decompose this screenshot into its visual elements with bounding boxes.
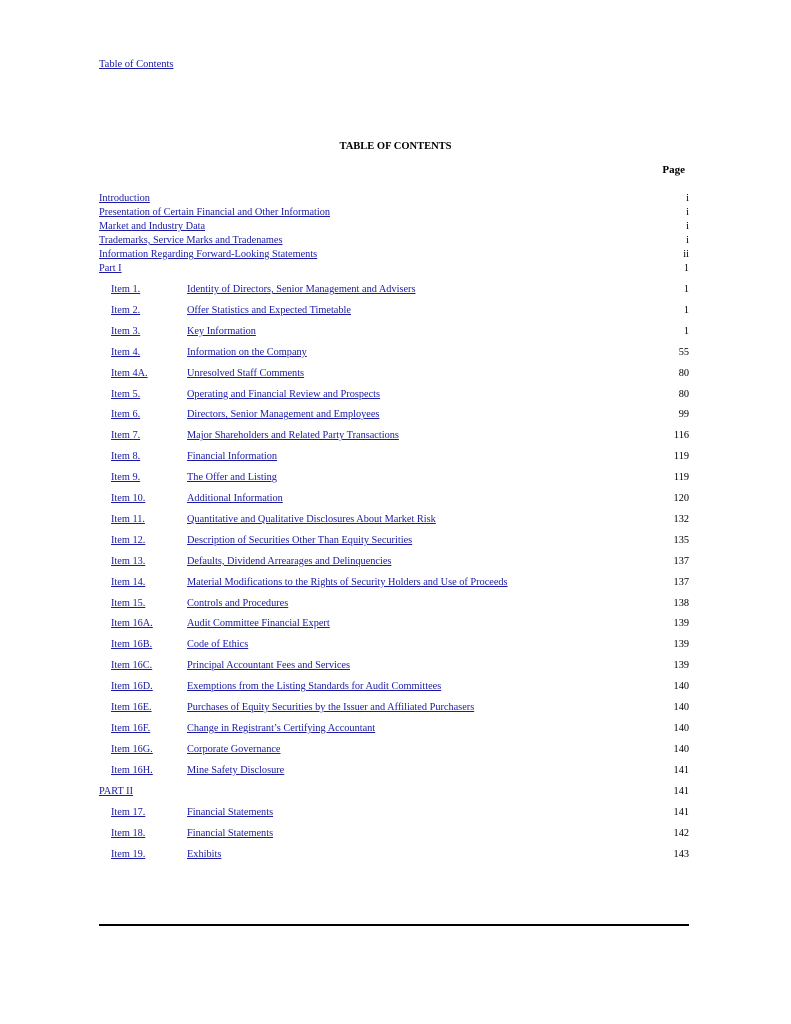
toc-part-ii-link[interactable]: PART II bbox=[99, 786, 134, 797]
toc-item-title-link[interactable]: Financial Information bbox=[187, 451, 278, 463]
toc-item-title-link[interactable]: Major Shareholders and Related Party Transactions bbox=[187, 430, 399, 442]
toc-page-number: 140 bbox=[673, 702, 689, 713]
page-column-header: Page bbox=[662, 164, 685, 176]
toc-item-title-link[interactable]: The Offer and Listing bbox=[187, 472, 277, 484]
toc-page-number: 119 bbox=[673, 451, 689, 463]
toc-entry-link[interactable]: Market and Industry Data bbox=[99, 221, 206, 232]
toc-page-number: 138 bbox=[673, 597, 689, 609]
toc-entry-link[interactable]: Introduction bbox=[99, 193, 150, 204]
toc-item-title-link[interactable]: Unresolved Staff Comments bbox=[187, 367, 305, 379]
toc-item-number-link[interactable]: Item 5. bbox=[111, 388, 141, 400]
toc-item-number-link[interactable]: Item 2. bbox=[111, 304, 141, 316]
toc-page-number: 141 bbox=[673, 807, 689, 818]
toc-item-number-link[interactable]: Item 16E. bbox=[111, 702, 152, 713]
toc-item-title-link[interactable]: Additional Information bbox=[187, 493, 283, 504]
toc-page-number: i bbox=[686, 207, 689, 218]
toc-page-number: 119 bbox=[673, 472, 689, 484]
toc-page-number: i bbox=[686, 221, 689, 232]
toc-item-number-link[interactable]: Item 12. bbox=[111, 534, 146, 546]
toc-item-title-link[interactable]: Key Information bbox=[187, 325, 256, 337]
page-title: TABLE OF CONTENTS bbox=[339, 141, 452, 152]
toc-item-number-link[interactable]: Item 16C. bbox=[111, 660, 153, 672]
toc-item-title-link[interactable]: Principal Accountant Fees and Services bbox=[187, 660, 350, 672]
toc-item-title-link[interactable]: Operating and Financial Review and Prospects bbox=[187, 388, 381, 400]
toc-item-title-link[interactable]: Corporate Governance bbox=[187, 743, 281, 755]
toc-page-number: 132 bbox=[673, 513, 689, 525]
toc-item-title-link[interactable]: Directors, Senior Management and Employees bbox=[187, 409, 380, 421]
toc-item-number-link[interactable]: Item 11. bbox=[111, 513, 145, 525]
toc-item-title-link[interactable]: Mine Safety Disclosure bbox=[187, 764, 285, 776]
toc-item-title-link[interactable]: Purchases of Equity Securities by the Issuer and Affiliated Purchasers bbox=[187, 702, 475, 713]
toc-item-title-link[interactable]: Defaults, Dividend Arrearages and Delinquencies bbox=[187, 555, 392, 567]
toc-page-number: 137 bbox=[673, 576, 689, 588]
toc-page-number: 55 bbox=[678, 346, 689, 358]
toc-item-title-link[interactable]: Material Modifications to the Rights of Security Holders and Use of Proceeds bbox=[187, 576, 508, 588]
toc-item-number-link[interactable]: Item 7. bbox=[111, 430, 141, 442]
toc-entry-link[interactable]: Trademarks, Service Marks and Tradenames bbox=[99, 235, 283, 246]
toc-page-number: 141 bbox=[673, 764, 689, 776]
toc-item-number-link[interactable]: Item 4. bbox=[111, 346, 141, 358]
toc-page-number: 1 bbox=[683, 263, 689, 274]
toc-item-number-link[interactable]: Item 1. bbox=[111, 284, 141, 295]
toc-page-number: 139 bbox=[673, 618, 689, 630]
toc-page-number: 80 bbox=[678, 388, 689, 400]
toc-item-number-link[interactable]: Item 14. bbox=[111, 576, 146, 588]
toc-item-title-link[interactable]: Identity of Directors, Senior Management and Advisers bbox=[187, 284, 416, 295]
toc-page-number: 80 bbox=[678, 367, 689, 379]
toc-item-title-link[interactable]: Offer Statistics and Expected Timetable bbox=[187, 304, 351, 316]
toc-page-number: 140 bbox=[673, 722, 689, 734]
toc-item-number-link[interactable]: Item 4A. bbox=[111, 367, 148, 379]
toc-item-number-link[interactable]: Item 8. bbox=[111, 451, 141, 463]
toc-item-title-link[interactable]: Information on the Company bbox=[187, 346, 307, 358]
toc-page-number: 1 bbox=[683, 284, 689, 295]
toc-item-title-link[interactable]: Financial Statements bbox=[187, 807, 274, 818]
toc-item-title-link[interactable]: Financial Statements bbox=[187, 827, 274, 839]
toc-item-number-link[interactable]: Item 15. bbox=[111, 597, 146, 609]
toc-item-number-link[interactable]: Item 16G. bbox=[111, 743, 153, 755]
toc-item-number-link[interactable]: Item 16D. bbox=[111, 681, 153, 693]
bottom-divider bbox=[99, 924, 689, 926]
toc-item-title-link[interactable]: Quantitative and Qualitative Disclosures About Market Risk bbox=[187, 513, 436, 525]
toc-page-number: i bbox=[686, 193, 689, 204]
toc-page-number: ii bbox=[683, 249, 689, 260]
toc-item-title-link[interactable]: Audit Committee Financial Expert bbox=[187, 618, 330, 630]
toc-item-number-link[interactable]: Item 10. bbox=[111, 493, 146, 504]
toc-entry-link[interactable]: Part I bbox=[99, 263, 122, 274]
toc-item-number-link[interactable]: Item 6. bbox=[111, 409, 141, 421]
toc-page-number: 99 bbox=[678, 409, 689, 421]
toc-item-title-link[interactable]: Description of Securities Other Than Equity Securities bbox=[187, 534, 413, 546]
toc-page-number: 140 bbox=[673, 743, 689, 755]
toc-item-number-link[interactable]: Item 16B. bbox=[111, 639, 153, 651]
toc-item-number-link[interactable]: Item 19. bbox=[111, 848, 146, 860]
toc-item-title-link[interactable]: Change in Registrant’s Certifying Accountant bbox=[187, 722, 376, 734]
toc-page-number: 1 bbox=[683, 325, 689, 337]
toc-item-number-link[interactable]: Item 9. bbox=[111, 472, 141, 484]
toc-item-title-link[interactable]: Exhibits bbox=[187, 848, 222, 860]
toc-item-number-link[interactable]: Item 3. bbox=[111, 325, 141, 337]
toc-item-title-link[interactable]: Exemptions from the Listing Standards for Audit Committees bbox=[187, 681, 442, 693]
toc-page-number: 135 bbox=[673, 534, 689, 546]
toc-item-number-link[interactable]: Item 13. bbox=[111, 555, 146, 567]
toc-item-title-link[interactable]: Controls and Procedures bbox=[187, 597, 289, 609]
toc-page-number: i bbox=[686, 235, 689, 246]
toc-page-number: 1 bbox=[683, 304, 689, 316]
toc-entry-link[interactable]: Presentation of Certain Financial and Other Information bbox=[99, 207, 331, 218]
toc-page-number: 137 bbox=[673, 555, 689, 567]
toc-item-title-link[interactable]: Code of Ethics bbox=[187, 639, 249, 651]
toc-page-number: 116 bbox=[673, 430, 689, 442]
toc-item-number-link[interactable]: Item 16F. bbox=[111, 722, 151, 734]
toc-item-number-link[interactable]: Item 16A. bbox=[111, 618, 153, 630]
toc-page-number: 141 bbox=[673, 786, 689, 797]
table-of-contents-link[interactable]: Table of Contents bbox=[99, 59, 174, 70]
toc-page-number: 139 bbox=[673, 660, 689, 672]
toc-page-number: 142 bbox=[673, 827, 689, 839]
toc-page-number: 120 bbox=[673, 493, 689, 504]
toc-item-number-link[interactable]: Item 16H. bbox=[111, 764, 153, 776]
toc-page-number: 139 bbox=[673, 639, 689, 651]
toc-item-number-link[interactable]: Item 17. bbox=[111, 807, 146, 818]
toc-entry-link[interactable]: Information Regarding Forward-Looking Statements bbox=[99, 249, 318, 260]
toc-page-number: 143 bbox=[673, 848, 689, 860]
toc-page-number: 140 bbox=[673, 681, 689, 693]
toc-item-number-link[interactable]: Item 18. bbox=[111, 827, 146, 839]
